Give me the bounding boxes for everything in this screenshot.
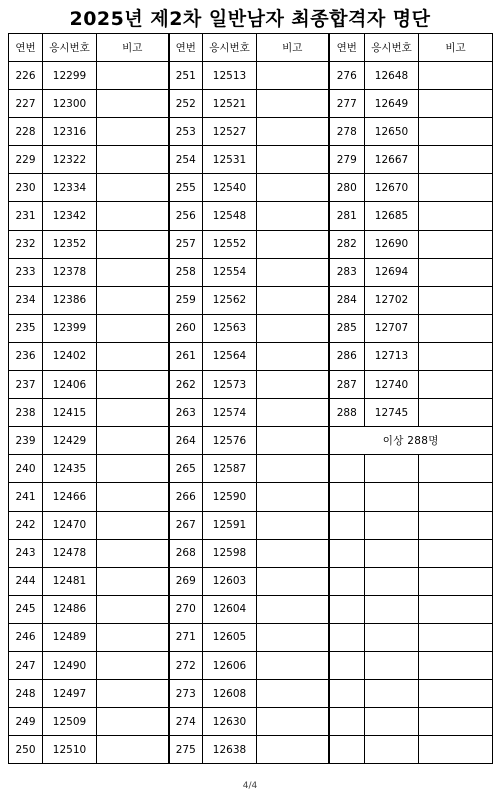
remarks-cell: [419, 202, 493, 230]
serial-cell: 255: [169, 174, 203, 202]
exam-number-cell: 12562: [203, 286, 257, 314]
remarks-cell: [257, 511, 329, 539]
table-row: [9, 736, 493, 764]
exam-number-cell: 12574: [203, 399, 257, 427]
exam-number-cell: 12745: [365, 399, 419, 427]
serial-cell: 262: [169, 371, 203, 399]
exam-number-cell: 12509: [43, 708, 97, 736]
empty-cell: [365, 455, 419, 483]
page-title: 2025년 제2차 일반남자 최종합격자 명단: [69, 8, 431, 30]
exam-number-cell: 12587: [203, 455, 257, 483]
remarks-cell: [257, 595, 329, 623]
serial-cell: 272: [169, 651, 203, 679]
serial-cell: 238: [9, 399, 43, 427]
serial-cell: 248: [9, 680, 43, 708]
serial-cell: 271: [169, 623, 203, 651]
remarks-cell: [97, 371, 169, 399]
serial-cell: 252: [169, 90, 203, 118]
table-row: [9, 680, 493, 708]
empty-cell: [329, 680, 365, 708]
serial-cell: 232: [9, 230, 43, 258]
remarks-cell: [257, 623, 329, 651]
remarks-cell: [97, 511, 169, 539]
table-row: [9, 371, 493, 399]
exam-number-cell: 12429: [43, 427, 97, 455]
table-row: [9, 258, 493, 286]
serial-cell: 260: [169, 314, 203, 342]
empty-cell: [419, 455, 493, 483]
serial-cell: 233: [9, 258, 43, 286]
serial-cell: 234: [9, 286, 43, 314]
table-row: [9, 202, 493, 230]
exam-number-cell: 12667: [365, 146, 419, 174]
table-row: [9, 118, 493, 146]
serial-cell: 236: [9, 342, 43, 370]
table-row: [9, 623, 493, 651]
remarks-cell: [257, 708, 329, 736]
serial-cell: 283: [329, 258, 365, 286]
serial-cell: 228: [9, 118, 43, 146]
serial-cell: 227: [9, 90, 43, 118]
table-row: [9, 90, 493, 118]
exam-number-cell: 12564: [203, 342, 257, 370]
empty-cell: [419, 623, 493, 651]
table-row: [9, 651, 493, 679]
remarks-cell: [97, 286, 169, 314]
empty-cell: [365, 511, 419, 539]
exam-number-cell: 12521: [203, 90, 257, 118]
serial-cell: 274: [169, 708, 203, 736]
serial-cell: 268: [169, 539, 203, 567]
exam-number-cell: 12648: [365, 62, 419, 90]
remarks-cell: [97, 680, 169, 708]
empty-cell: [329, 567, 365, 595]
serial-cell: 259: [169, 286, 203, 314]
table-row: [9, 146, 493, 174]
remarks-cell: [257, 314, 329, 342]
empty-cell: [419, 567, 493, 595]
exam-number-cell: 12649: [365, 90, 419, 118]
applicant-table: [8, 33, 493, 764]
empty-cell: [329, 736, 365, 764]
serial-cell: 254: [169, 146, 203, 174]
header-serial: 연번: [329, 34, 365, 62]
remarks-cell: [97, 708, 169, 736]
empty-cell: [365, 623, 419, 651]
exam-number-cell: 12598: [203, 539, 257, 567]
header-exam-number: 응시번호: [43, 34, 97, 62]
table-body: [9, 62, 493, 764]
empty-cell: [365, 567, 419, 595]
exam-number-cell: 12604: [203, 595, 257, 623]
header-remarks: 비고: [419, 34, 493, 62]
serial-cell: 253: [169, 118, 203, 146]
empty-cell: [419, 595, 493, 623]
page-number: 4/4: [242, 781, 258, 791]
header-row: [9, 34, 493, 62]
exam-number-cell: 12510: [43, 736, 97, 764]
exam-number-cell: 12630: [203, 708, 257, 736]
empty-cell: [329, 455, 365, 483]
serial-cell: 250: [9, 736, 43, 764]
remarks-cell: [257, 371, 329, 399]
remarks-cell: [419, 230, 493, 258]
table-row: [9, 595, 493, 623]
serial-cell: 285: [329, 314, 365, 342]
header-remarks: 비고: [97, 34, 169, 62]
exam-number-cell: 12552: [203, 230, 257, 258]
remarks-cell: [257, 483, 329, 511]
serial-cell: 261: [169, 342, 203, 370]
table-row: [9, 62, 493, 90]
exam-number-cell: 12300: [43, 90, 97, 118]
empty-cell: [419, 511, 493, 539]
exam-number-cell: 12478: [43, 539, 97, 567]
serial-cell: 284: [329, 286, 365, 314]
exam-number-cell: 12386: [43, 286, 97, 314]
remarks-cell: [97, 623, 169, 651]
remarks-cell: [419, 90, 493, 118]
remarks-cell: [97, 258, 169, 286]
remarks-cell: [97, 595, 169, 623]
table-row: [9, 286, 493, 314]
table-row: [9, 567, 493, 595]
empty-cell: [329, 511, 365, 539]
remarks-cell: [97, 427, 169, 455]
exam-number-cell: 12554: [203, 258, 257, 286]
serial-cell: 239: [9, 427, 43, 455]
table-row: [9, 314, 493, 342]
empty-cell: [329, 623, 365, 651]
table-row: [9, 427, 493, 455]
remarks-cell: [97, 455, 169, 483]
exam-number-cell: 12590: [203, 483, 257, 511]
serial-cell: 235: [9, 314, 43, 342]
exam-number-cell: 12513: [203, 62, 257, 90]
exam-number-cell: 12713: [365, 342, 419, 370]
empty-cell: [419, 708, 493, 736]
remarks-cell: [97, 651, 169, 679]
remarks-cell: [257, 62, 329, 90]
serial-cell: 287: [329, 371, 365, 399]
empty-cell: [419, 483, 493, 511]
exam-number-cell: 12399: [43, 314, 97, 342]
remarks-cell: [257, 539, 329, 567]
header-exam-number: 응시번호: [203, 34, 257, 62]
exam-number-cell: 12486: [43, 595, 97, 623]
exam-number-cell: 12573: [203, 371, 257, 399]
remarks-cell: [257, 736, 329, 764]
serial-cell: 243: [9, 539, 43, 567]
exam-number-cell: 12378: [43, 258, 97, 286]
remarks-cell: [257, 230, 329, 258]
table-row: [9, 511, 493, 539]
table-row: [9, 483, 493, 511]
exam-number-cell: 12591: [203, 511, 257, 539]
empty-cell: [419, 680, 493, 708]
empty-cell: [329, 595, 365, 623]
serial-cell: 257: [169, 230, 203, 258]
serial-cell: 281: [329, 202, 365, 230]
table-row: [9, 539, 493, 567]
serial-cell: 245: [9, 595, 43, 623]
exam-number-cell: 12638: [203, 736, 257, 764]
table-row: [9, 342, 493, 370]
empty-cell: [365, 708, 419, 736]
empty-cell: [365, 651, 419, 679]
remarks-cell: [257, 118, 329, 146]
table-row: [9, 708, 493, 736]
empty-cell: [365, 539, 419, 567]
exam-number-cell: 12489: [43, 623, 97, 651]
remarks-cell: [97, 483, 169, 511]
remarks-cell: [419, 399, 493, 427]
remarks-cell: [97, 736, 169, 764]
exam-number-cell: 12435: [43, 455, 97, 483]
remarks-cell: [257, 567, 329, 595]
table-row: [9, 174, 493, 202]
remarks-cell: [97, 342, 169, 370]
exam-number-cell: 12299: [43, 62, 97, 90]
remarks-cell: [419, 146, 493, 174]
exam-number-cell: 12540: [203, 174, 257, 202]
serial-cell: 267: [169, 511, 203, 539]
remarks-cell: [419, 371, 493, 399]
serial-cell: 229: [9, 146, 43, 174]
exam-number-cell: 12334: [43, 174, 97, 202]
remarks-cell: [419, 342, 493, 370]
serial-cell: 230: [9, 174, 43, 202]
serial-cell: 286: [329, 342, 365, 370]
serial-cell: 258: [169, 258, 203, 286]
serial-cell: 279: [329, 146, 365, 174]
exam-number-cell: 12497: [43, 680, 97, 708]
serial-cell: 251: [169, 62, 203, 90]
exam-number-cell: 12342: [43, 202, 97, 230]
serial-cell: 277: [329, 90, 365, 118]
remarks-cell: [97, 399, 169, 427]
serial-cell: 263: [169, 399, 203, 427]
empty-cell: [329, 651, 365, 679]
remarks-cell: [419, 118, 493, 146]
empty-cell: [419, 539, 493, 567]
serial-cell: 237: [9, 371, 43, 399]
remarks-cell: [257, 455, 329, 483]
serial-cell: 278: [329, 118, 365, 146]
exam-number-cell: 12694: [365, 258, 419, 286]
remarks-cell: [257, 651, 329, 679]
exam-number-cell: 12608: [203, 680, 257, 708]
remarks-cell: [419, 314, 493, 342]
exam-number-cell: 12466: [43, 483, 97, 511]
serial-cell: 231: [9, 202, 43, 230]
empty-cell: [365, 595, 419, 623]
empty-cell: [419, 651, 493, 679]
serial-cell: 273: [169, 680, 203, 708]
empty-cell: [329, 539, 365, 567]
empty-cell: [329, 708, 365, 736]
exam-number-cell: 12690: [365, 230, 419, 258]
exam-number-cell: 12563: [203, 314, 257, 342]
remarks-cell: [97, 539, 169, 567]
exam-number-cell: 12415: [43, 399, 97, 427]
exam-number-cell: 12548: [203, 202, 257, 230]
exam-number-cell: 12740: [365, 371, 419, 399]
remarks-cell: [97, 230, 169, 258]
exam-number-cell: 12685: [365, 202, 419, 230]
empty-cell: [365, 680, 419, 708]
remarks-cell: [257, 174, 329, 202]
remarks-cell: [97, 314, 169, 342]
exam-number-cell: 12605: [203, 623, 257, 651]
serial-cell: 282: [329, 230, 365, 258]
serial-cell: 264: [169, 427, 203, 455]
remarks-cell: [257, 342, 329, 370]
header-serial: 연번: [9, 34, 43, 62]
summary-cell: 이상 288명: [329, 427, 493, 455]
header-exam-number: 응시번호: [365, 34, 419, 62]
remarks-cell: [257, 399, 329, 427]
serial-cell: 266: [169, 483, 203, 511]
remarks-cell: [97, 90, 169, 118]
remarks-cell: [257, 90, 329, 118]
table-row: [9, 230, 493, 258]
empty-cell: [365, 736, 419, 764]
serial-cell: 270: [169, 595, 203, 623]
serial-cell: 280: [329, 174, 365, 202]
exam-number-cell: 12531: [203, 146, 257, 174]
remarks-cell: [257, 680, 329, 708]
serial-cell: 265: [169, 455, 203, 483]
empty-cell: [329, 483, 365, 511]
serial-cell: 256: [169, 202, 203, 230]
exam-number-cell: 12527: [203, 118, 257, 146]
remarks-cell: [97, 146, 169, 174]
remarks-cell: [257, 286, 329, 314]
exam-number-cell: 12316: [43, 118, 97, 146]
exam-number-cell: 12490: [43, 651, 97, 679]
empty-cell: [419, 736, 493, 764]
exam-number-cell: 12481: [43, 567, 97, 595]
remarks-cell: [257, 202, 329, 230]
exam-number-cell: 12606: [203, 651, 257, 679]
exam-number-cell: 12406: [43, 371, 97, 399]
table-row: [9, 455, 493, 483]
exam-number-cell: 12352: [43, 230, 97, 258]
exam-number-cell: 12576: [203, 427, 257, 455]
remarks-cell: [97, 174, 169, 202]
remarks-cell: [97, 118, 169, 146]
serial-cell: 247: [9, 651, 43, 679]
exam-number-cell: 12322: [43, 146, 97, 174]
empty-cell: [365, 483, 419, 511]
serial-cell: 244: [9, 567, 43, 595]
exam-number-cell: 12707: [365, 314, 419, 342]
serial-cell: 246: [9, 623, 43, 651]
remarks-cell: [419, 62, 493, 90]
exam-number-cell: 12603: [203, 567, 257, 595]
remarks-cell: [97, 62, 169, 90]
serial-cell: 240: [9, 455, 43, 483]
remarks-cell: [257, 427, 329, 455]
remarks-cell: [419, 174, 493, 202]
remarks-cell: [419, 286, 493, 314]
serial-cell: 276: [329, 62, 365, 90]
remarks-cell: [257, 258, 329, 286]
serial-cell: 242: [9, 511, 43, 539]
serial-cell: 226: [9, 62, 43, 90]
serial-cell: 288: [329, 399, 365, 427]
serial-cell: 241: [9, 483, 43, 511]
remarks-cell: [257, 146, 329, 174]
exam-number-cell: 12402: [43, 342, 97, 370]
exam-number-cell: 12470: [43, 511, 97, 539]
serial-cell: 269: [169, 567, 203, 595]
remarks-cell: [97, 567, 169, 595]
remarks-cell: [419, 258, 493, 286]
table-row: [9, 399, 493, 427]
serial-cell: 275: [169, 736, 203, 764]
remarks-cell: [97, 202, 169, 230]
header-remarks: 비고: [257, 34, 329, 62]
header-serial: 연번: [169, 34, 203, 62]
serial-cell: 249: [9, 708, 43, 736]
exam-number-cell: 12650: [365, 118, 419, 146]
exam-number-cell: 12702: [365, 286, 419, 314]
exam-number-cell: 12670: [365, 174, 419, 202]
